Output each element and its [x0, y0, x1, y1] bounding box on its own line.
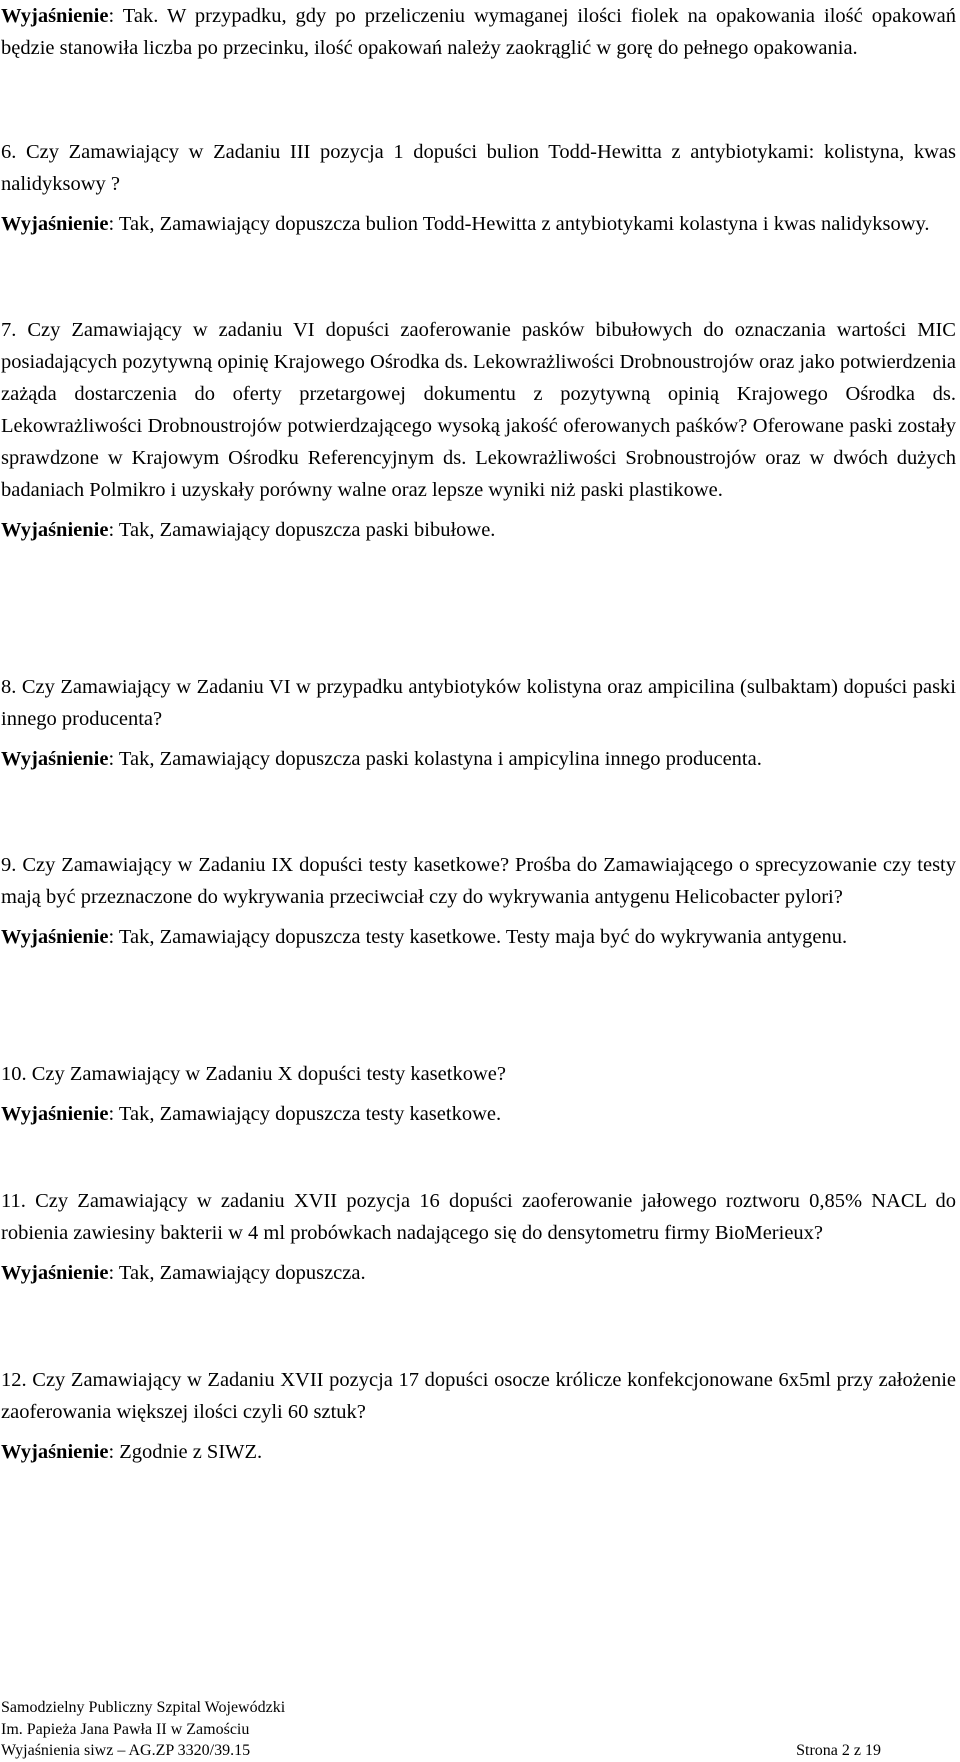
question-10-block — [1, 1058, 956, 1130]
answer-label: Wyjaśnienie — [1, 748, 109, 770]
answer-5 — [1, 0, 956, 64]
question-6-block — [1, 136, 956, 240]
page-footer — [1, 1697, 881, 1762]
question-11: 11. Czy Zamawiający w zadaniu XVII pozycja 16 dopuści zaoferowanie jałowego roztworu 0,85% NACL do robienia zawiesiny bakterii w 4 ml probówkach nadającego się do densytometru firmy BioMerieux? — [1, 1190, 956, 1244]
answer-text: : Tak, Zamawiający dopuszcza paski bibułowe. — [108, 519, 496, 541]
footer-document-reference: Wyjaśnienia siwz – AG.ZP 3320/39.15 — [1, 1742, 251, 1759]
answer-label: Wyjaśnienie — [1, 5, 109, 27]
footer-institution: Samodzielny Publiczny Szpital Wojewódzki — [1, 1699, 286, 1716]
answer-label: Wyjaśnienie — [1, 926, 109, 948]
answer-8 — [1, 743, 956, 775]
question-8: 8. Czy Zamawiający w Zadaniu VI w przypadku antybiotyków kolistyna oraz ampicilina (sulbaktam) dopuści paski innego producenta? — [1, 676, 956, 730]
answer-label: Wyjaśnienie — [1, 1262, 109, 1284]
answer-text: : Tak, Zamawiający dopuszcza testy kasetkowe. — [108, 1103, 502, 1125]
question-12-block — [1, 1364, 956, 1468]
answer-label: Wyjaśnienie — [1, 213, 109, 235]
answer-7 — [1, 514, 956, 546]
answer-text: : Tak. W przypadku, gdy po przeliczeniu wymaganej ilości fiolek na opakowania ilość opakowań będzie stanowiła liczba po przecinku, ilość opakowań należy zaokrąglić w gorę do pełnego opakowania. — [1, 5, 956, 59]
answer-label: Wyjaśnienie — [1, 519, 109, 541]
question-8-block — [1, 671, 956, 775]
question-7: 7. Czy Zamawiający w zadaniu VI dopuści zaoferowanie pasków bibułowych do oznaczania wartości MIC posiadających pozytywną opinię Krajowego Ośrodka ds. Lekowrażliwości Drobnoustrojów oraz jako potwierdzenia zażąda dostarczenia do oferty przetargowej dokumentu z pozytywną opinią Krajowego Ośrodka ds. Lekowrażliwości Drobnoustrojów potwierdzającego wysoką jakość oferowanych paśków? Oferowane paski zostały sprawdzone w Krajowym Ośrodku Referencyjnym ds. Lekowrażliwości Srobnoustrojów oraz w dwóch dużych badaniach Polmikro i uzyskały porówny walne oraz lepsze wyniki niż paski plastikowe. — [1, 319, 956, 501]
question-6: 6. Czy Zamawiający w Zadaniu III pozycja 1 dopuści bulion Todd-Hewitta z antybiotykami: kolistyna, kwas nalidyksowy ? — [1, 141, 956, 195]
answer-text: : Zgodnie z SIWZ. — [108, 1441, 263, 1463]
answer-5-block — [1, 0, 956, 64]
answer-11 — [1, 1257, 956, 1289]
answer-text: : Tak, Zamawiający dopuszcza bulion Todd-Hewitta z antybiotykami kolastyna i kwas nalidyksowy. — [108, 213, 930, 235]
page-number: Strona 2 z 19 — [796, 1742, 881, 1759]
answer-text: : Tak, Zamawiający dopuszcza. — [108, 1262, 366, 1284]
question-10: 10. Czy Zamawiający w Zadaniu X dopuści testy kasetkowe? — [1, 1063, 506, 1085]
question-7-block — [1, 314, 956, 546]
question-11-block — [1, 1185, 956, 1289]
question-9: 9. Czy Zamawiający w Zadaniu IX dopuści testy kasetkowe? Prośba do Zamawiającego o sprecyzowanie czy testy mają być przeznaczone do wykrywania przeciwciał czy do wykrywania antygenu Helicobacter pylori? — [1, 854, 956, 908]
answer-text: : Tak, Zamawiający dopuszcza testy kasetkowe. Testy maja być do wykrywania antygenu. — [108, 926, 848, 948]
answer-label: Wyjaśnienie — [1, 1103, 109, 1125]
answer-6 — [1, 208, 956, 240]
answer-9 — [1, 921, 956, 953]
question-12: 12. Czy Zamawiający w Zadaniu XVII pozycja 17 dopuści osocze królicze konfekcjonowane 6x5ml przy założenie zaoferowania większej ilości czyli 60 sztuk? — [1, 1369, 956, 1423]
answer-label: Wyjaśnienie — [1, 1441, 109, 1463]
answer-text: : Tak, Zamawiający dopuszcza paski kolastyna i ampicylina innego producenta. — [108, 748, 762, 770]
answer-10 — [1, 1098, 956, 1130]
footer-address: Im. Papieża Jana Pawła II w Zamościu — [1, 1720, 250, 1738]
footer-reference-row — [1, 1740, 881, 1762]
answer-12 — [1, 1436, 956, 1468]
question-9-block — [1, 849, 956, 953]
